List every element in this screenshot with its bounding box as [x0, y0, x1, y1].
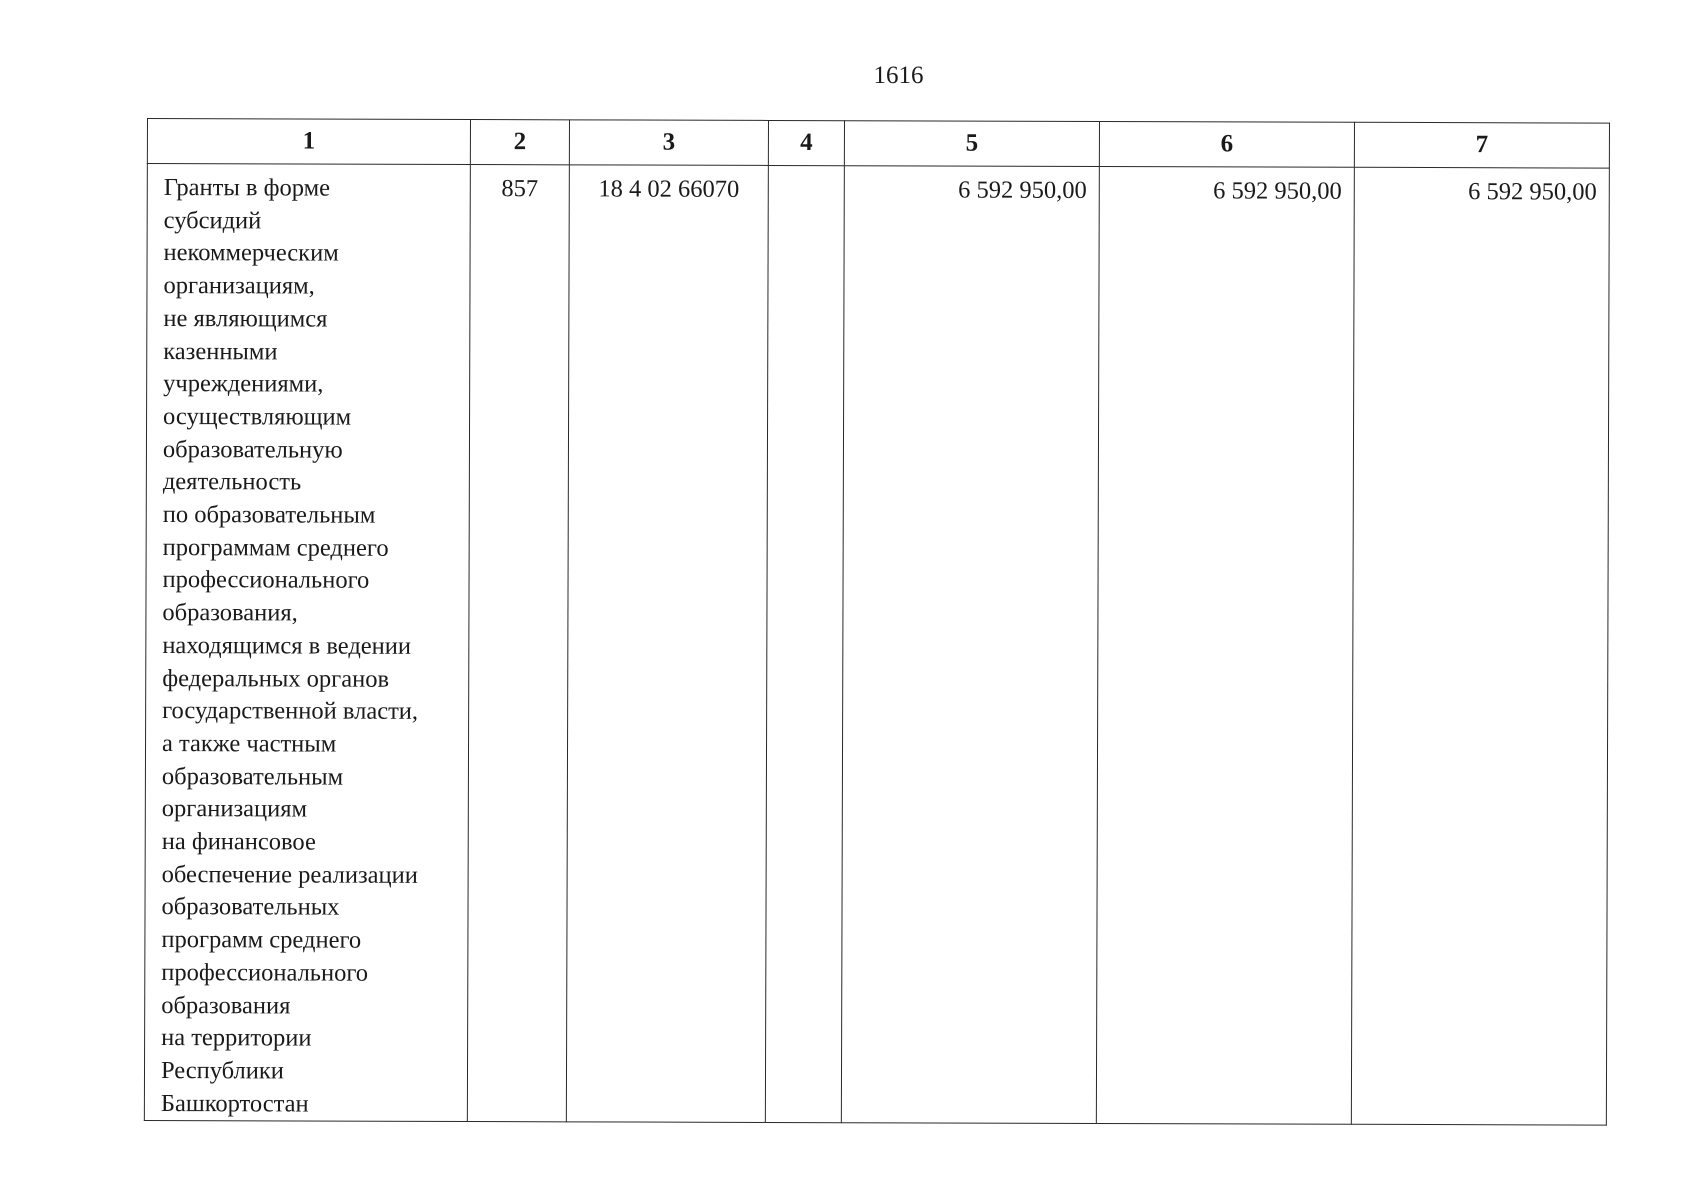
description-line: на территории: [161, 1024, 312, 1052]
description-line: субсидий: [163, 206, 262, 235]
description-line: осуществляющим: [163, 402, 352, 431]
description-line: профессионального: [162, 566, 370, 595]
budget-table: [144, 118, 1610, 1126]
description-line: по образовательным: [162, 501, 376, 529]
description-line: Гранты в форме: [163, 174, 331, 202]
column-header-5: 5: [844, 121, 1099, 167]
column-header-7: 7: [1354, 122, 1609, 168]
description-line: образовательным: [161, 762, 344, 791]
description-line: находящимся в ведении: [162, 631, 412, 660]
table-header-row: [147, 119, 1609, 169]
description-line: некоммерческим: [163, 239, 339, 268]
description-line: учреждениями,: [163, 370, 324, 398]
column-header-6: 6: [1099, 121, 1354, 167]
description-line: образования: [161, 991, 291, 1020]
target-article-cell: 18 4 02 66070: [566, 165, 768, 1123]
amount-cell-7: 6 592 950,00: [1351, 167, 1609, 1125]
description-line: не являющимся: [163, 304, 328, 333]
description-line: образовательную: [162, 435, 343, 464]
amount-cell-5: 6 592 950,00: [841, 166, 1099, 1124]
column-header-4: 4: [768, 120, 844, 165]
description-line: обеспечение реализации: [161, 860, 418, 889]
description-cell: [144, 164, 470, 1122]
expense-type-cell: [765, 165, 844, 1123]
description-line: федеральных органов: [162, 664, 390, 693]
description-line: организациям,: [163, 272, 315, 300]
description-line: государственной власти,: [162, 697, 419, 726]
code-cell: 857: [467, 165, 569, 1123]
description-line: профессионального: [161, 958, 369, 987]
table-row: [144, 164, 1609, 1126]
description-line: программ среднего: [161, 926, 362, 954]
description-line: образовательных: [161, 893, 340, 922]
description-line: деятельность: [162, 468, 302, 496]
description-line: образования,: [162, 599, 298, 627]
column-header-2: 2: [470, 120, 569, 165]
column-header-3: 3: [569, 120, 768, 166]
description-line: Башкортостан: [160, 1089, 309, 1118]
amount-cell-6: 6 592 950,00: [1096, 166, 1354, 1124]
description-line: Республики: [160, 1057, 284, 1085]
description-line: на финансовое: [161, 828, 316, 856]
description-line: организациям: [161, 795, 308, 823]
page-number: 1616: [873, 62, 924, 89]
description-line: а также частным: [161, 730, 337, 758]
description-line: казенными: [163, 337, 278, 365]
description-line: программам среднего: [162, 533, 389, 562]
column-header-1: 1: [147, 119, 470, 165]
